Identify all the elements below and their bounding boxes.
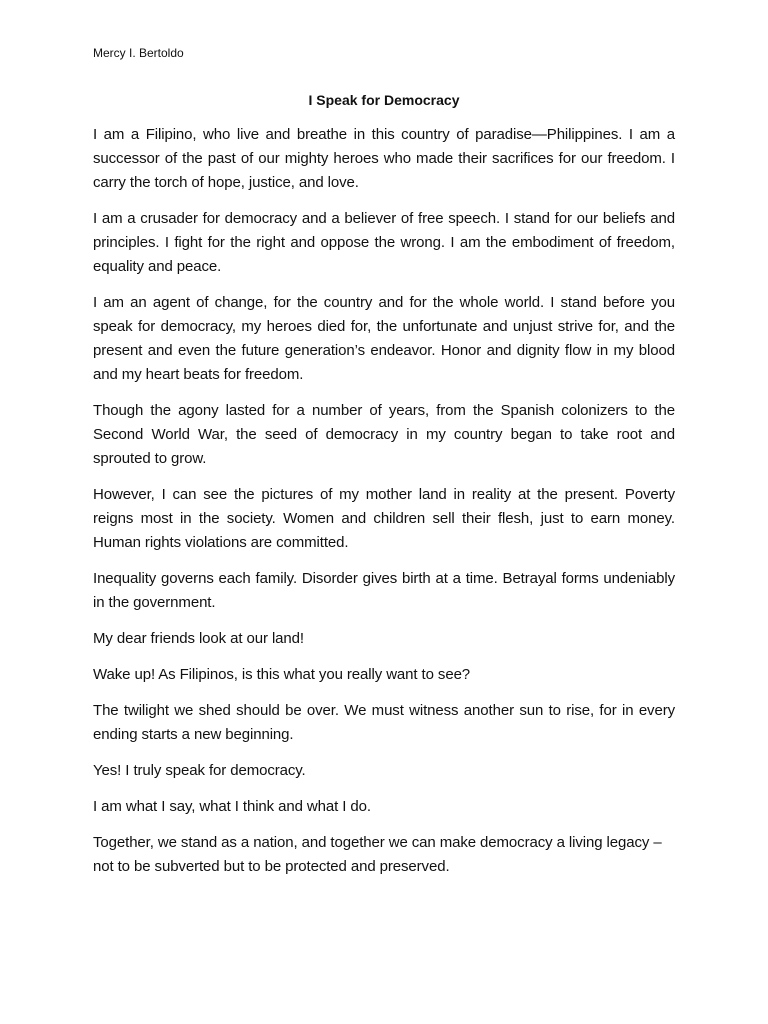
paragraph: Yes! I truly speak for democracy. <box>93 762 306 779</box>
author-name: Mercy I. Bertoldo <box>93 46 184 60</box>
document-body <box>93 123 675 891</box>
paragraph: Though the agony lasted for a number of years, from the Spanish colonizers to the Second World War, the seed of democracy in my country began to take root and sprouted to grow. <box>93 402 675 467</box>
paragraph: I am a Filipino, who live and breathe in this country of paradise—Philippines. I am a successor of the past of our mighty heroes who made their sacrifices for our freedom. I carry the torch of hope, justice, and love. <box>93 126 675 191</box>
paragraph: Wake up! As Filipinos, is this what you really want to see? <box>93 666 471 683</box>
paragraph: I am a crusader for democracy and a believer of free speech. I stand for our beliefs and principles. I fight for the right and oppose the wrong. I am the embodiment of freedom, equality and peace. <box>93 210 675 275</box>
paragraph: I am an agent of change, for the country and for the whole world. I stand before you speak for democracy, my heroes died for, the unfortunate and unjust strive for, and the present and even the future generation’s endeavor. Honor and dignity flow in my blood and my heart beats for freedom. <box>93 294 675 383</box>
document-title: I Speak for Democracy <box>308 92 460 108</box>
paragraph: The twilight we shed should be over. We must witness another sun to rise, for in every ending starts a new beginning. <box>93 702 675 743</box>
paragraph: My dear friends look at our land! <box>93 630 304 647</box>
paragraph: I am what I say, what I think and what I do. <box>93 798 371 815</box>
paragraph: However, I can see the pictures of my mother land in reality at the present. Poverty reigns most in the society. Women and children sell their flesh, just to earn money. Human rights violations are committed. <box>93 486 675 551</box>
paragraph: Inequality governs each family. Disorder gives birth at a time. Betrayal forms undeniably in the government. <box>93 570 675 611</box>
paragraph: Together, we stand as a nation, and together we can make democracy a living legacy – not to be subverted but to be protected and preserved. <box>93 834 662 875</box>
